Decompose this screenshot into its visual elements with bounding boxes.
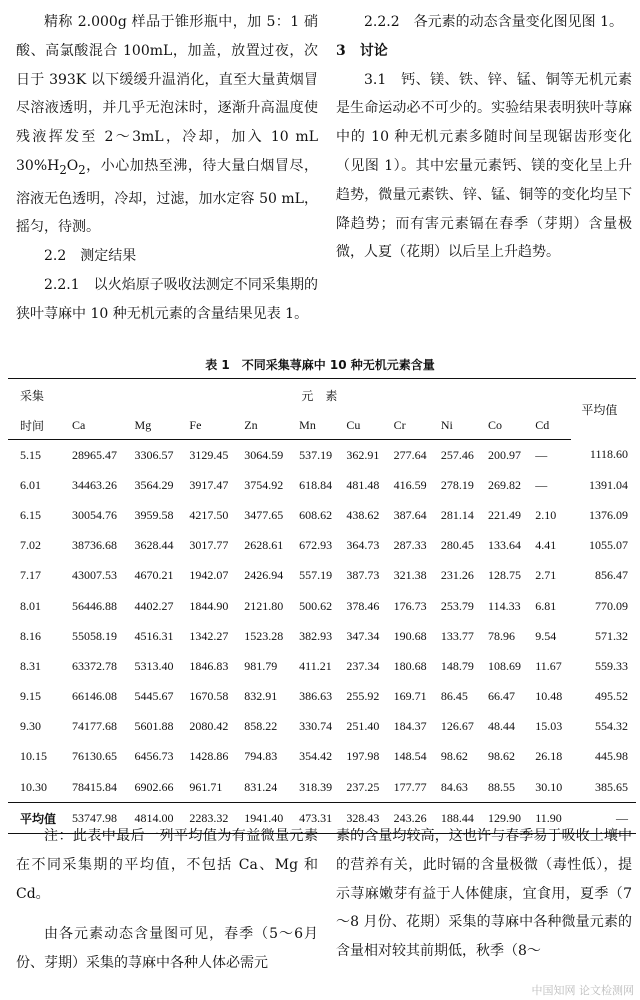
table-row <box>8 470 636 500</box>
table-cell: 416.59 <box>393 477 427 492</box>
table-cell: 858.22 <box>244 719 278 734</box>
table-caption: 表 1 不同采集荨麻中 10 种无机元素含量 <box>205 358 435 372</box>
table-cell: 10.48 <box>535 689 563 704</box>
table-cell: 98.62 <box>440 749 468 764</box>
table-row <box>8 531 636 561</box>
table-cell: 11.90 <box>531 803 571 834</box>
table-cell: 321.38 <box>393 568 427 583</box>
table-cell: 3917.47 <box>189 477 229 492</box>
table-cell: 126.67 <box>440 719 474 734</box>
table-cell: 38736.68 <box>72 538 117 553</box>
table-cell: 63372.78 <box>72 658 117 673</box>
table-cell: 1342.27 <box>189 628 229 643</box>
table-cell: 3754.92 <box>244 477 284 492</box>
section-3-heading: 3 讨论 <box>336 42 388 59</box>
table-cell: 197.98 <box>346 749 380 764</box>
table-cell: 495.52 <box>595 689 628 704</box>
table-cell: 4516.31 <box>134 628 174 643</box>
table-row <box>8 500 636 530</box>
table-cell: 129.90 <box>484 803 531 834</box>
table-cell: 53747.98 <box>68 803 131 834</box>
table-cell: 354.42 <box>299 749 333 764</box>
table-row <box>8 651 636 681</box>
table-cell: 387.73 <box>346 568 380 583</box>
table-cell: 1844.90 <box>189 598 229 613</box>
table-cell: 1376.09 <box>589 507 628 522</box>
table-cell: 237.25 <box>346 779 380 794</box>
table-cell: 559.33 <box>595 658 628 673</box>
col-header: Ca <box>68 411 131 440</box>
table-cell: 2121.80 <box>244 598 284 613</box>
table-cell: 56446.88 <box>72 598 117 613</box>
table-cell: 5445.67 <box>134 689 174 704</box>
header-average: 平均值 <box>581 402 618 417</box>
table-cell: 3064.59 <box>244 447 284 462</box>
paragraph-2-2-1: 2.2.1 以火焰原子吸收法测定不同采集期的狭叶荨麻中 10 种无机元素的含量结果见表 1。 <box>16 276 318 322</box>
table-row <box>8 772 636 803</box>
table-cell: 4402.27 <box>134 598 174 613</box>
table-cell: 76130.65 <box>72 749 117 764</box>
table-cell: 794.83 <box>244 749 278 764</box>
table-cell: 88.55 <box>488 779 516 794</box>
table-cell: 98.62 <box>488 749 516 764</box>
table-cell: — <box>535 477 548 492</box>
continued-paragraph: 素的含量均较高，这也许与春季易于吸收土壤中的营养有关，此时镉的含量极微（毒性低），提示荨麻嫩芽有益于人体健康，宜食用，夏季（7～8 月份、花期）采集的荨麻中各种微量元素的含量相对较其前期低，秋季（8～ <box>336 828 632 960</box>
table-cell: 253.79 <box>440 598 474 613</box>
table-cell: 1523.28 <box>244 628 284 643</box>
table-cell: 378.46 <box>346 598 380 613</box>
table-cell: 169.71 <box>393 689 427 704</box>
table-cell: 4.41 <box>535 538 557 553</box>
table-cell: 177.77 <box>393 779 427 794</box>
table-cell: 2.71 <box>535 568 557 583</box>
table-cell: 2628.61 <box>244 538 284 553</box>
table-cell: 445.98 <box>595 749 628 764</box>
table-cell: 1055.07 <box>589 538 628 553</box>
table-cell: 386.63 <box>299 689 333 704</box>
col-header: Mn <box>295 411 342 440</box>
table-cell: 4670.21 <box>134 568 174 583</box>
paragraph-2-2-2: 2.2.2 各元素的动态含量变化图见图 1。 <box>364 14 623 30</box>
table-row <box>8 742 636 772</box>
header-time: 时间 <box>8 411 68 440</box>
table-cell: 278.19 <box>440 477 474 492</box>
table-cell: 30.10 <box>535 779 563 794</box>
right-column-bottom <box>336 822 632 966</box>
table-body <box>8 440 636 834</box>
table-cell: 832.91 <box>244 689 278 704</box>
table-cell: 981.79 <box>244 658 278 673</box>
table-cell: 1942.07 <box>189 568 229 583</box>
table-cell: 2.10 <box>535 507 557 522</box>
header-collect: 采集 <box>20 388 45 403</box>
table-cell: 1391.04 <box>589 477 628 492</box>
table-cell: 74177.68 <box>72 719 117 734</box>
watermark: 中国知网 论文检测网 <box>531 984 634 997</box>
paragraph-3-1: 3.1 钙、镁、铁、锌、锰、铜等无机元素是生命运动必不可少的。实验结果表明狭叶荨麻中的 10 种无机元素多随时间呈现锯齿形变化（见图 1）。其中宏量元素钙、镁的变化呈上升趋势，微量元素铁、锌、锰、铜等的变化均呈下降趋势；而有害元素镉在春季（芽期）含量极微，人夏（花期）以后呈上升趋势。 <box>336 71 632 261</box>
table-cell: 190.68 <box>393 628 427 643</box>
table-cell: 78415.84 <box>72 779 117 794</box>
table-cell: 255.92 <box>346 689 380 704</box>
table-row <box>8 621 636 651</box>
table-cell: 114.33 <box>488 598 521 613</box>
table-cell: 481.48 <box>346 477 380 492</box>
table-cell: 770.09 <box>595 598 628 613</box>
table-cell: 108.69 <box>488 658 522 673</box>
row-label: 7.02 <box>20 538 41 553</box>
table-cell: 6456.73 <box>134 749 174 764</box>
table-cell: 200.97 <box>488 447 522 462</box>
table-cell: 500.62 <box>299 598 333 613</box>
table-cell: 281.14 <box>440 507 474 522</box>
table-row <box>8 712 636 742</box>
table-cell: 28965.47 <box>72 447 117 462</box>
table-cell: 43007.53 <box>72 568 117 583</box>
table-cell: 3477.65 <box>244 507 284 522</box>
col-header: Cr <box>390 411 437 440</box>
col-header: Co <box>484 411 531 440</box>
right-column-top <box>336 8 632 267</box>
table-cell: 3306.57 <box>134 447 174 462</box>
table-header-row-1 <box>8 379 636 412</box>
header-elements: 元 素 <box>301 388 338 403</box>
table-cell: 180.68 <box>393 658 427 673</box>
row-label: 9.30 <box>20 719 41 734</box>
table-cell: 231.26 <box>440 568 474 583</box>
row-label: 8.01 <box>20 598 41 613</box>
table-cell: 148.79 <box>440 658 474 673</box>
left-column-bottom <box>16 822 318 978</box>
table-cell: 2283.32 <box>185 803 240 834</box>
col-header: Cd <box>531 411 571 440</box>
table-cell: 55058.19 <box>72 628 117 643</box>
table-row <box>8 591 636 621</box>
table-cell: 1118.60 <box>589 447 628 462</box>
table-cell: 1846.83 <box>189 658 229 673</box>
section-2-2-heading: 2.2 测定结果 <box>44 248 137 265</box>
table-cell: 277.64 <box>393 447 427 462</box>
table-note: 注：此表中最后一列平均值为有益微量元素在不同采集期的平均值，不包括 Ca、Mg 和 Cd。 <box>16 828 318 902</box>
table-header-row-2 <box>8 411 636 440</box>
table-cell: 237.34 <box>346 658 380 673</box>
table-cell: 6902.66 <box>134 779 174 794</box>
table-cell: 438.62 <box>346 507 380 522</box>
table-cell: 133.64 <box>488 538 522 553</box>
table-cell: 34463.26 <box>72 477 117 492</box>
table-cell: 48.44 <box>488 719 516 734</box>
table-cell: 557.19 <box>299 568 333 583</box>
col-header: Cu <box>342 411 389 440</box>
table-cell: 5313.40 <box>134 658 174 673</box>
row-label: 7.17 <box>20 568 41 583</box>
table-row <box>8 561 636 591</box>
table-cell: 66146.08 <box>72 689 117 704</box>
row-label: 10.30 <box>20 779 47 794</box>
table-cell: 3959.58 <box>134 507 174 522</box>
table-cell: 608.62 <box>299 507 333 522</box>
discussion-paragraph: 由各元素动态含量图可见，春季（5～6月份、芽期）采集的荨麻中各种人体必需元 <box>16 926 318 972</box>
table-cell: 318.39 <box>299 779 333 794</box>
row-label: 5.15 <box>20 447 41 462</box>
table-cell: 364.73 <box>346 538 380 553</box>
table-cell: 176.73 <box>393 598 427 613</box>
table-cell: 672.93 <box>299 538 333 553</box>
table-cell: 961.71 <box>189 779 223 794</box>
col-header: Mg <box>131 411 186 440</box>
table-cell: 287.33 <box>393 538 427 553</box>
table-cell: 856.47 <box>595 568 628 583</box>
table-cell: 1941.40 <box>240 803 295 834</box>
col-header: Zn <box>240 411 295 440</box>
left-column-top <box>16 8 318 329</box>
table-cell: 385.65 <box>595 779 628 794</box>
table-cell: 86.45 <box>440 689 468 704</box>
table-cell: 831.24 <box>244 779 278 794</box>
table-cell: 387.64 <box>393 507 427 522</box>
row-label: 8.16 <box>20 628 41 643</box>
table-cell: 411.21 <box>299 658 332 673</box>
table-cell: 30054.76 <box>72 507 117 522</box>
table-cell: 1670.58 <box>189 689 229 704</box>
table-cell: 133.77 <box>440 628 474 643</box>
table-cell: 3564.29 <box>134 477 174 492</box>
table-cell: 78.96 <box>488 628 516 643</box>
row-label: 8.31 <box>20 658 41 673</box>
table-cell: 128.75 <box>488 568 522 583</box>
table-cell: 4814.00 <box>131 803 186 834</box>
table-cell: 66.47 <box>488 689 516 704</box>
digestion-paragraph: 精称 2.000g 样品于锥形瓶中，加 5：1 硝酸、高氯酸混合 100mL，加盖，放置过夜，次日于 393K 以下缓缓升温消化，直至大量黄烟冒尽溶液透明，并几乎无泡沫时，逐渐升高温度使残液挥发至 2～3mL，冷却，加入 10 mL $30\%H_2O_2$，小心加热至沸，待大量白烟冒尽，溶液无色透明，冷却，过滤，加水定容 50 mL，摇匀，待测。 <box>16 14 318 236</box>
col-header: Fe <box>185 411 240 440</box>
table-cell: 3017.77 <box>189 538 229 553</box>
table-cell: 2080.42 <box>189 719 229 734</box>
table-cell: 382.93 <box>299 628 333 643</box>
table-cell: 221.49 <box>488 507 522 522</box>
table-cell: 2426.94 <box>244 568 284 583</box>
col-header: Ni <box>437 411 484 440</box>
table-cell: 9.54 <box>535 628 557 643</box>
table-cell: — <box>571 803 636 834</box>
table-cell: 251.40 <box>346 719 380 734</box>
table-row <box>8 682 636 712</box>
table-cell: 328.43 <box>342 803 389 834</box>
table-cell: 330.74 <box>299 719 333 734</box>
row-label: 6.15 <box>20 507 41 522</box>
table-cell: 269.82 <box>488 477 522 492</box>
table-cell: 184.37 <box>393 719 427 734</box>
table-cell: 243.26 <box>390 803 437 834</box>
table-row <box>8 440 636 471</box>
row-label: 平均值 <box>8 803 68 834</box>
row-label: 9.15 <box>20 689 41 704</box>
table-cell: 4217.50 <box>189 507 229 522</box>
table-cell: 188.44 <box>437 803 484 834</box>
table-cell: 280.45 <box>440 538 474 553</box>
table-cell: 84.63 <box>440 779 468 794</box>
table-cell: 554.32 <box>595 719 628 734</box>
row-label: 6.01 <box>20 477 41 492</box>
table-cell: — <box>535 447 548 462</box>
table-cell: 11.67 <box>535 658 562 673</box>
table-cell: 3129.45 <box>189 447 229 462</box>
table-cell: 537.19 <box>299 447 333 462</box>
table-cell: 618.84 <box>299 477 333 492</box>
table-cell: 3628.44 <box>134 538 174 553</box>
table-cell: 362.91 <box>346 447 380 462</box>
table-cell: 571.32 <box>595 628 628 643</box>
table-cell: 473.31 <box>295 803 342 834</box>
table-cell: 347.34 <box>346 628 380 643</box>
table-cell: 5601.88 <box>134 719 174 734</box>
table-cell: 15.03 <box>535 719 563 734</box>
table-cell: 26.18 <box>535 749 563 764</box>
table-cell: 6.81 <box>535 598 557 613</box>
row-label: 10.15 <box>20 749 47 764</box>
element-content-table <box>8 378 636 834</box>
table-cell: 148.54 <box>393 749 427 764</box>
table-cell: 1428.86 <box>189 749 229 764</box>
table-cell: 257.46 <box>440 447 474 462</box>
